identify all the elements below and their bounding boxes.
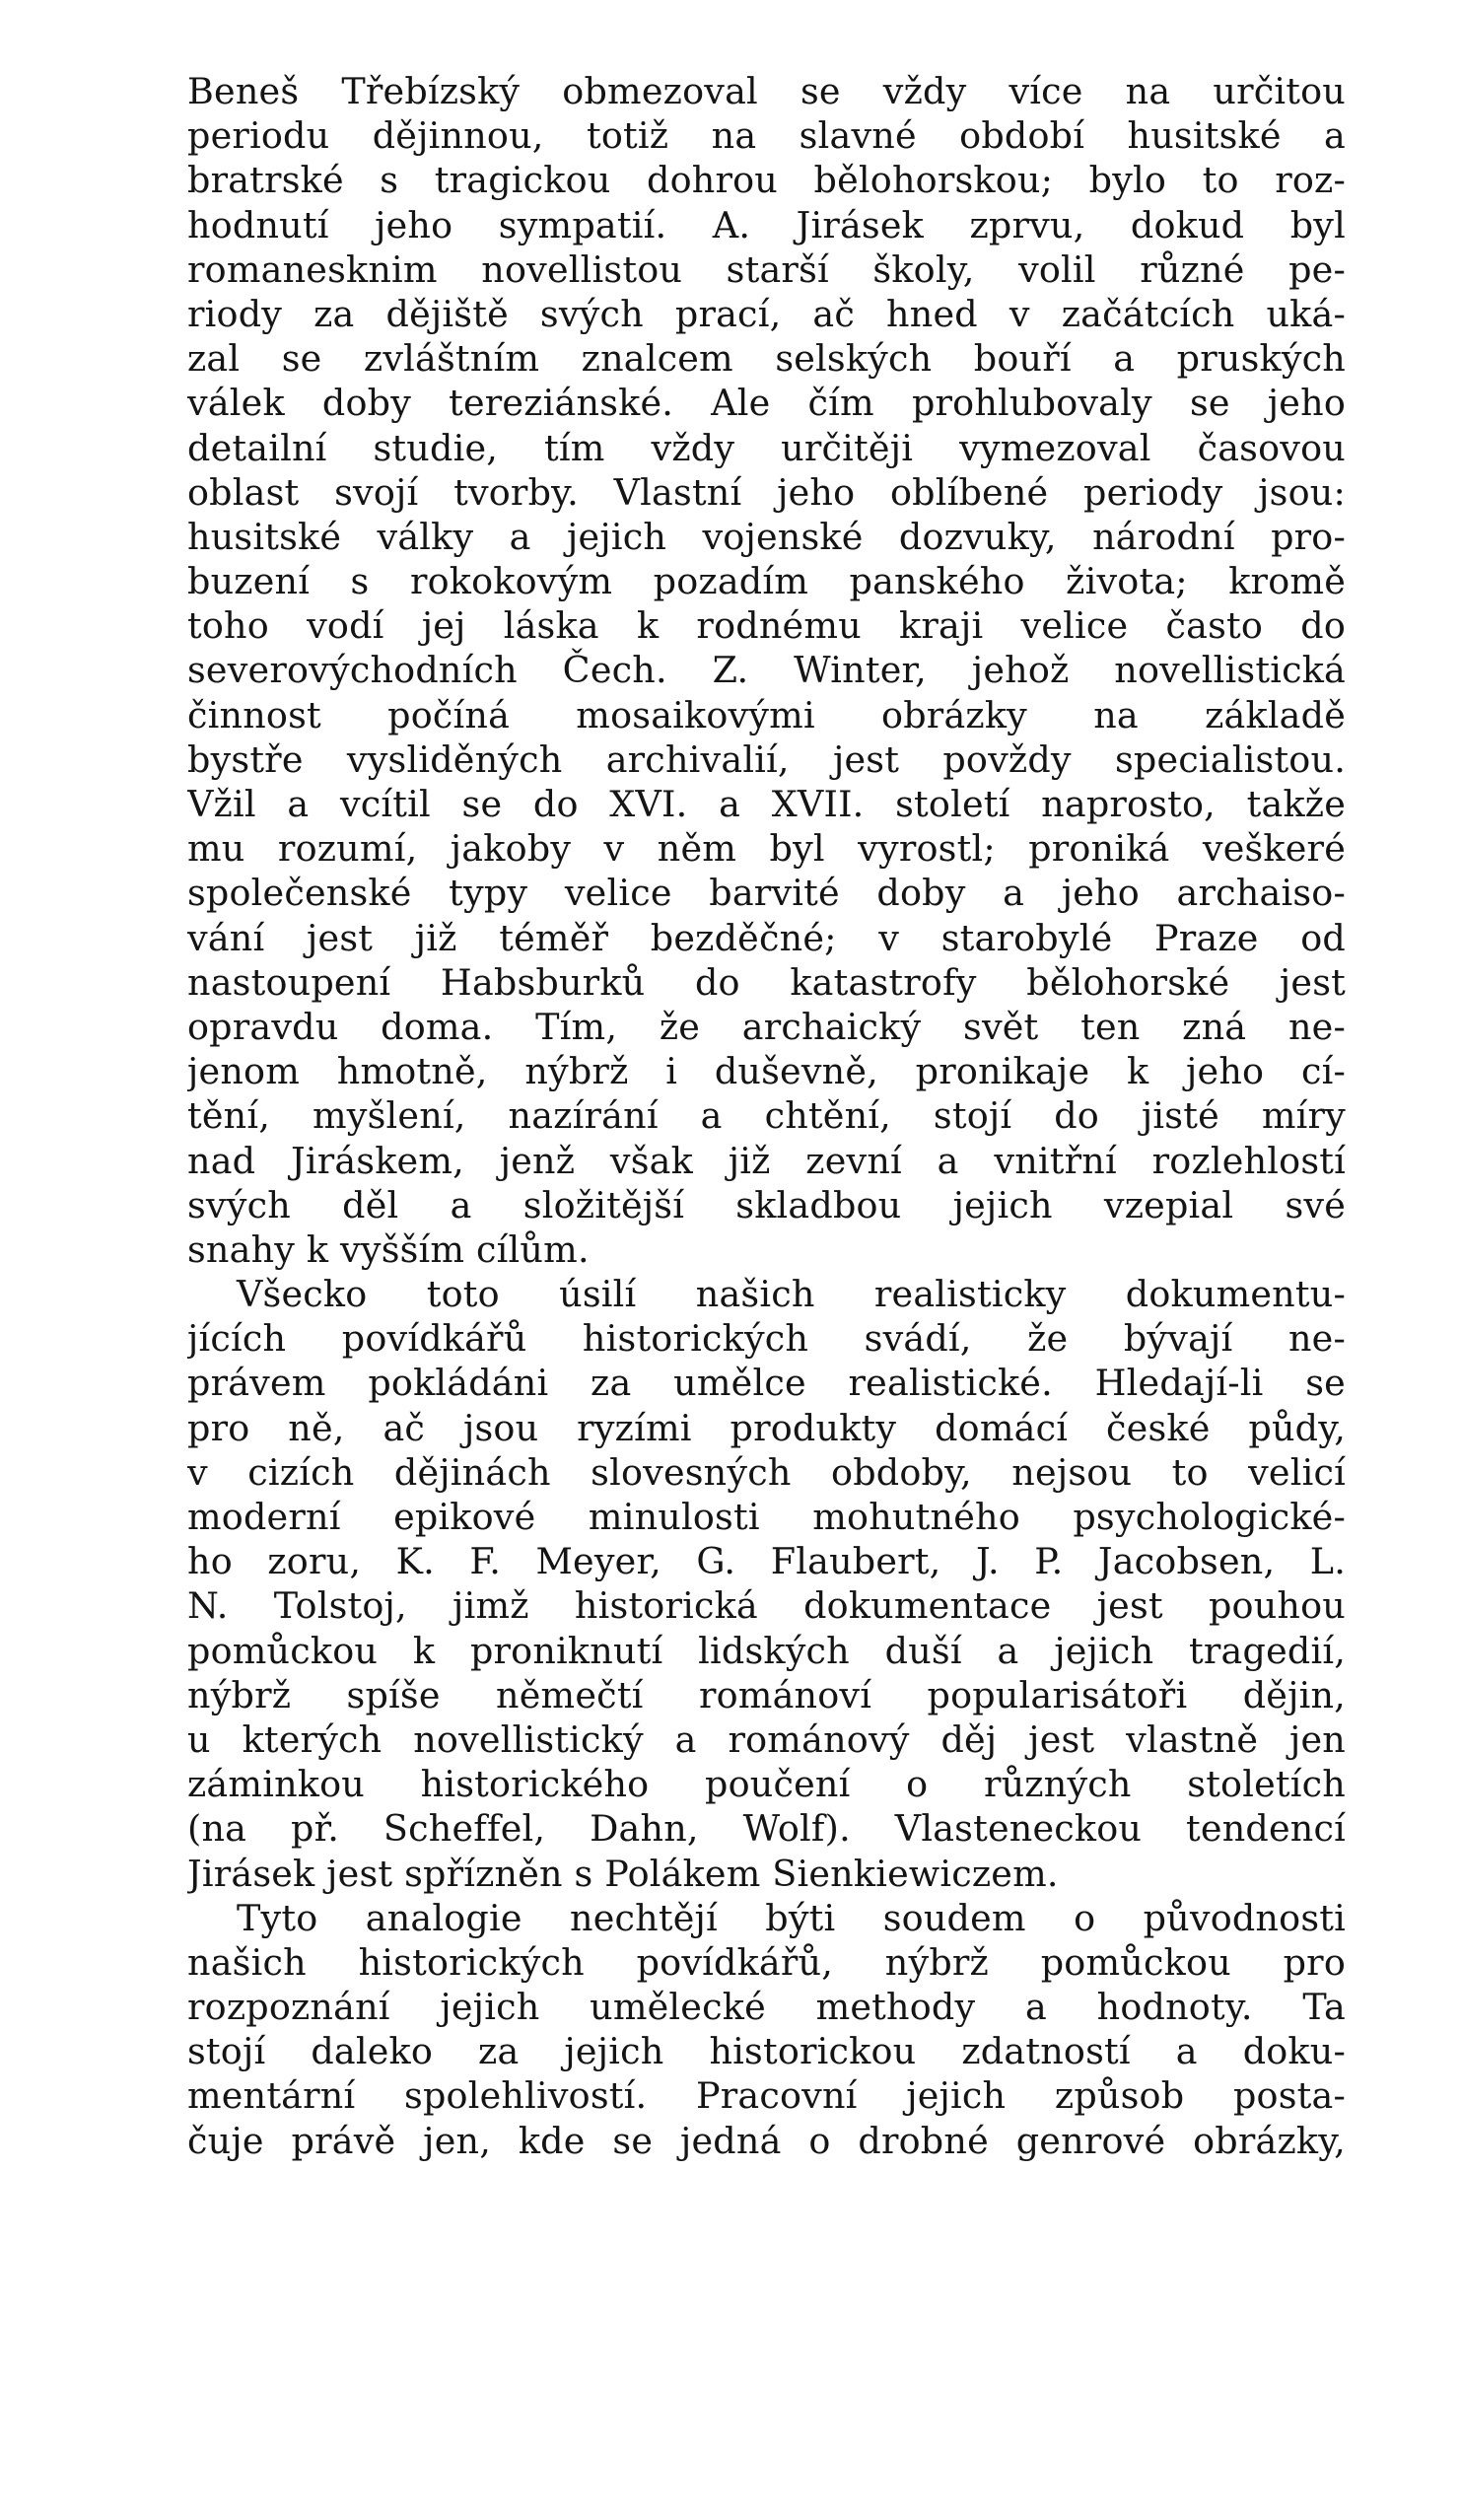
text-line: zal se zvláštním znalcem selských bouří a pruských xyxy=(187,337,1346,381)
text-line: mentární spolehlivostí. Pracovní jejich způsob posta- xyxy=(187,2074,1346,2118)
text-line: bratrské s tragickou dohrou bělohorskou; bylo to roz- xyxy=(187,159,1346,202)
text-line: detailní studie, tím vždy určitěji vymezoval časovou xyxy=(187,426,1346,469)
body-text xyxy=(187,69,1346,2163)
text-line: mu rozumí, jakoby v něm byl vyrostl; proniká veškeré xyxy=(187,827,1346,871)
text-line: hodnutí jeho sympatií. A. Jirásek zprvu, dokud byl xyxy=(187,203,1346,246)
text-line: Tyto analogie nechtějí býti soudem o původnosti xyxy=(237,1896,1346,1939)
text-line: společenské typy velice barvité doby a jeho archaiso- xyxy=(187,872,1346,915)
text-line: pomůckou k proniknutí lidských duší a jejich tragedií, xyxy=(187,1629,1346,1672)
text-line: svých děl a složitější skladbou jejich vzepial své xyxy=(187,1183,1346,1226)
text-line: riody za dějiště svých prací, ač hned v začátcích uká- xyxy=(187,292,1346,335)
text-line: v cizích dějinách slovesných obdoby, nejsou to velicí xyxy=(187,1450,1346,1494)
text-line: u kterých novellistický a románový děj jest vlastně jen xyxy=(187,1717,1346,1761)
text-line: tění, myšlení, nazírání a chtění, stojí do jisté míry xyxy=(187,1094,1346,1138)
text-line: rozpoznání jejich umělecké methody a hodnoty. Ta xyxy=(187,1986,1346,2029)
text-line: jenom hmotně, nýbrž i duševně, pronikaje k jeho cí- xyxy=(187,1050,1346,1093)
text-line: buzení s rokokovým pozadím panského života; kromě xyxy=(187,560,1346,603)
paragraph xyxy=(187,1272,1346,1896)
text-line: právem pokládáni za umělce realistické. Hledají-li se xyxy=(187,1362,1346,1405)
text-line: Beneš Třebízský obmezoval se vždy více na určitou xyxy=(187,70,1346,112)
text-line: opravdu doma. Tím, že archaický svět ten zná ne- xyxy=(187,1005,1346,1048)
text-line: toho vodí jej láska k rodnému kraji velice často do xyxy=(187,604,1346,648)
text-line: Všecko toto úsilí našich realisticky dokumentu- xyxy=(237,1273,1346,1316)
text-line: stojí daleko za jejich historickou zdatností a doku- xyxy=(187,2030,1346,2073)
text-line: Jirásek jest spřízněn s Polákem Sienkiewiczem. xyxy=(187,1852,1059,1895)
text-line: činnost počíná mosaikovými obrázky na základě xyxy=(187,693,1346,736)
text-line: moderní epikové minulosti mohutného psychologické- xyxy=(187,1496,1346,1538)
text-line: severovýchodních Čech. Z. Winter, jehož novellistická xyxy=(187,649,1346,692)
text-line: romanesknim novellistou starší školy, volil různé pe- xyxy=(187,247,1346,291)
text-line: Vžil a vcítil se do XVI. a XVII. století naprosto, takže xyxy=(187,783,1346,825)
text-line: (na př. Scheffel, Dahn, Wolf). Vlasteneckou tendencí xyxy=(187,1807,1346,1851)
text-line: čuje právě jen, kde se jedná o drobné genrové obrázky, xyxy=(187,2119,1346,2162)
paragraph xyxy=(187,1896,1346,2163)
text-line: nýbrž spíše němečtí románoví popularisátoři dějin, xyxy=(187,1673,1346,1716)
text-line: nastoupení Habsburků do katastrofy bělohorské jest xyxy=(187,960,1346,1004)
paragraph xyxy=(187,69,1346,1272)
text-line: našich historických povídkářů, nýbrž pomůckou pro xyxy=(187,1940,1346,1984)
text-line: snahy k vyšším cílům. xyxy=(187,1227,590,1271)
text-line: N. Tolstoj, jimž historická dokumentace jest pouhou xyxy=(187,1584,1346,1628)
text-line: ho zoru, K. F. Meyer, G. Flaubert, J. P. Jacobsen, L. xyxy=(187,1540,1346,1583)
text-line: bystře vysliděných archivalií, jest povždy specialistou. xyxy=(187,737,1346,781)
text-line: jících povídkářů historických svádí, že bývají ne- xyxy=(187,1317,1346,1361)
text-line: husitské války a jejich vojenské dozvuky, národní pro- xyxy=(187,515,1346,558)
text-line: válek doby tereziánské. Ale čím prohlubovaly se jeho xyxy=(187,382,1346,425)
text-line: oblast svojí tvorby. Vlastní jeho oblíbené periody jsou: xyxy=(187,470,1346,514)
text-line: vání jest již téměř bezděčné; v starobylé Praze od xyxy=(187,916,1346,959)
text-line: záminkou historického poučení o různých stoletích xyxy=(187,1763,1346,1806)
text-line: periodu dějinnou, totiž na slavné období husitské a xyxy=(187,114,1346,158)
text-line: nad Jiráskem, jenž však již zevní a vnitřní rozlehlostí xyxy=(187,1139,1346,1182)
text-line: pro ně, ač jsou ryzími produkty domácí české půdy, xyxy=(187,1406,1346,1449)
